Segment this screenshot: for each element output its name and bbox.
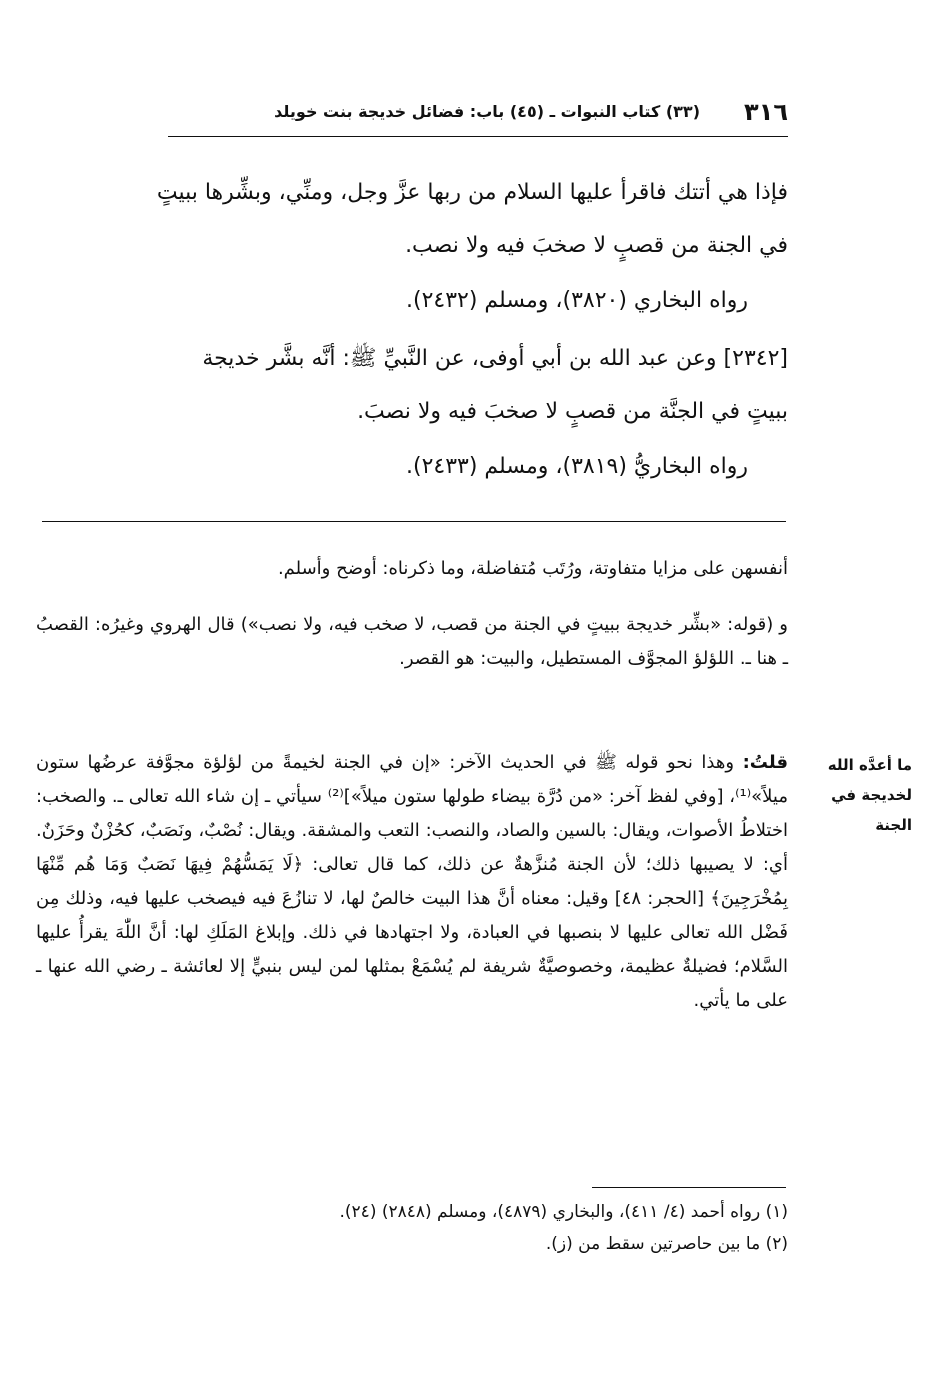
commentary-lead-word: قلتُ: (742, 752, 788, 773)
hadith-line: في الجنة من قصبٍ لا صخبَ فيه ولا نصب. (405, 233, 788, 258)
hadith-previous-ending (36, 166, 788, 272)
footnote-divider (592, 1187, 786, 1188)
commentary-paragraph-2 (36, 608, 788, 676)
commentary-text: و (قوله: «بشِّر خديجة ببيتٍ في الجنة من قصب، لا صخب فيه، ولا نصب») قال الهروي وغيرُه: القصبُ ـ هنا ـ. اللؤلؤ المجوَّف المستطيل، والبيت: هو القصر. (36, 614, 788, 669)
hadith-line: [٢٣٤٢] وعن عبد الله بن أبي أوفى، عن النَّبيِّ ﷺ: أنَّه بشَّر خديجة (202, 346, 788, 371)
hadith-line: فإذا هي أتتك فاقرأ عليها السلام من ربها عزَّ وجل، ومنِّي، وبشِّرها ببيتٍ (156, 180, 788, 205)
side-note-line: ما أعدَّه الله (827, 756, 912, 774)
commentary-paragraph-3 (36, 746, 788, 1018)
source-line: رواه البخاري (٣٨٢٠)، ومسلم (٢٤٣٢). (406, 288, 748, 313)
side-note-line: الجنة (875, 816, 912, 834)
chapter-title: (٣٣) كتاب النبوات ـ (٤٥) باب: فضائل خديجة بنت خويلد (274, 102, 700, 121)
commentary-text: أنفسهن على مزايا متفاوتة، ورُتَب مُتفاضلة، وما ذكرناه: أوضح وأسلم. (277, 558, 788, 579)
footnote-1: (١) رواه أحمد (٤/ ٤١١)، والبخاري (٤٨٧٩)، ومسلم (٢٨٤٨) (٢٤). (339, 1202, 788, 1222)
source-line: رواه البخاريُّ (٣٨١٩)، ومسلم (٢٤٣٣). (406, 454, 748, 479)
running-header (168, 98, 788, 132)
hadith-source-1 (36, 274, 788, 327)
hadith-source-2 (36, 440, 788, 493)
side-note-line: لخديجة في (831, 786, 912, 804)
footnote-2: (٢) ما بين حاصرتين سقط من (ز). (545, 1234, 788, 1254)
header-divider (168, 136, 788, 137)
hadith-line: ببيتٍ في الجنَّة من قصبٍ لا صخبَ فيه ولا نصبَ. (357, 399, 788, 424)
margin-side-note (794, 750, 912, 840)
page-number: ٣١٦ (744, 98, 788, 126)
footnotes (36, 1196, 788, 1260)
commentary-paragraph-1 (36, 552, 788, 586)
hadith-2342 (36, 332, 788, 438)
section-divider (42, 521, 786, 522)
commentary-text: وهذا نحو قوله ﷺ في الحديث الآخر: «إن في الجنة لخيمةً من لؤلؤة مجوَّفة عرضُها ستون ميلاً»⁽¹⁾، [وفي لفظ آخر: «من دُرَّة بيضاء طولها ستون ميلاً»]⁽²⁾ سيأتي ـ إن شاء الله تعالى ـ. والصخب: اختلاطُ الأصوات، ويقال: بالسين والصاد، والنصب: التعب والمشقة. ويقال: نُصْبٌ، ونَصَبٌ، كحُزْنٌ وحَزَنٌ. أي: لا يصيبها ذلك؛ لأن الجنة مُنزَّهةٌ عن ذلك، كما قال تعالى: ﴿لَا يَمَسُّهُمْ فِيهَا نَصَبٌ وَمَا هُم مِّنْهَا بِمُخْرَجِينَ﴾ [الحجر: ٤٨] وقيل: معناه أنَّ هذا البيت خالصٌ لها، لا تنازُعَ فيه فيصخب عليها فيه، وذلك مِن فَضْل الله تعالى عليها لا بنصبها في العبادة، ولا اجتهادها في ذلك. وإبلاغ المَلَكِ لها: أنَّ اللّٰهَ يقرأُ عليها السَّلام؛ فضيلةٌ عظيمة، وخصوصيَّةٌ شريفة لم يُسْمَعْ بمثلها لمن ليس بنبيٍّ إلا لعائشة ـ رضي الله عنها ـ على ما يأتي. (36, 752, 788, 1011)
